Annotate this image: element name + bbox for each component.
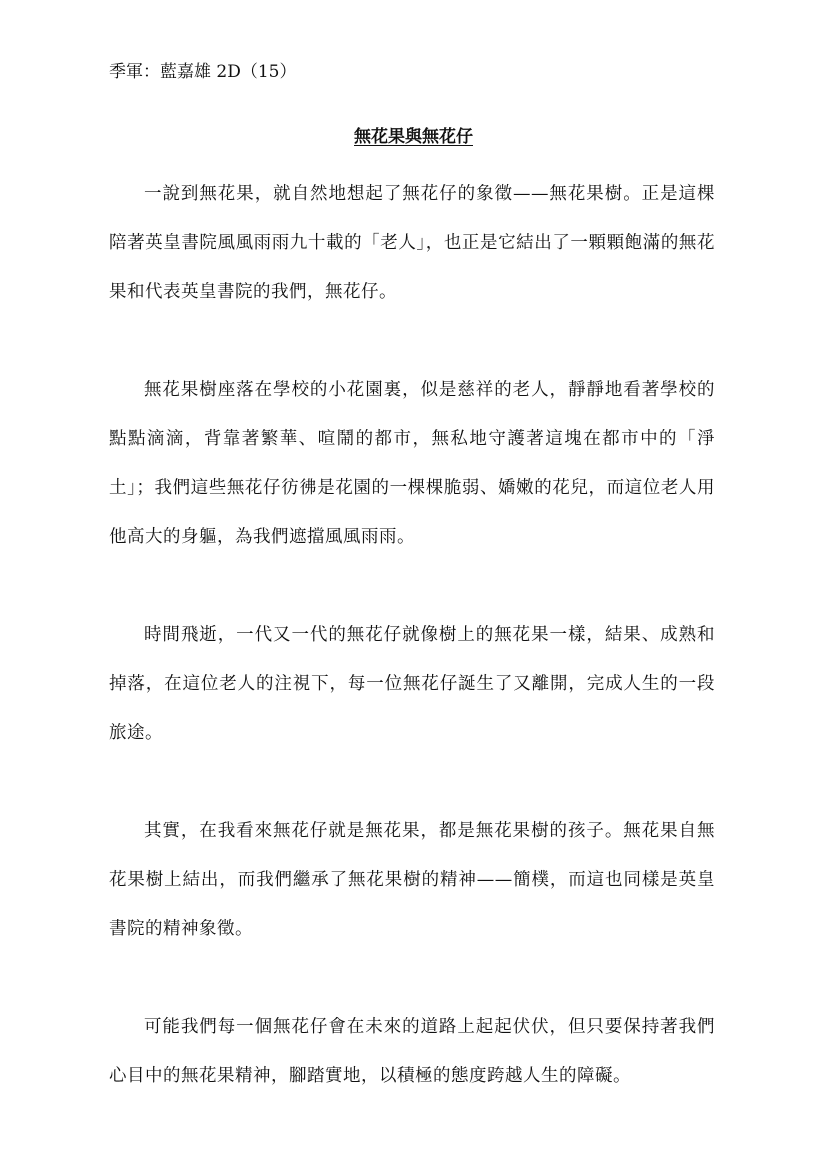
paragraph-3: 時間飛逝，一代又一代的無花仔就像樹上的無花果一樣，結果、成熟和掉落，在這位老人的注視下，每一位無花仔誕生了又離開，完成人生的一段旅途。 xyxy=(109,625,715,743)
paragraph-1: 一說到無花果，就自然地想起了無花仔的象徵——無花果樹。正是這棵陪著英皇書院風風雨雨九十載的「老人」，也正是它結出了一顆顆飽滿的無花果和代表英皇書院的我們，無花仔。 xyxy=(109,184,715,302)
essay-title: 無花果與無花仔 xyxy=(354,127,473,147)
paragraph-4: 其實，在我看來無花仔就是無花果，都是無花果樹的孩子。無花果自無花果樹上結出，而我們繼承了無花果樹的精神——簡樸，而這也同樣是英皇書院的精神象徵。 xyxy=(109,821,715,939)
paragraph-2: 無花果樹座落在學校的小花園裏，似是慈祥的老人，靜靜地看著學校的點點滴滴，背靠著繁華、喧鬧的都市，無私地守護著這塊在都市中的「淨土」；我們這些無花仔彷彿是花園的一棵棵脆弱、嬌嫩的花兒，而這位老人用他高大的身軀，為我們遮擋風風雨雨。 xyxy=(109,380,715,547)
essay-body xyxy=(109,170,715,1150)
author-line: 季軍：藍嘉雄 2D（15） xyxy=(109,62,297,82)
paragraph-5: 可能我們每一個無花仔會在未來的道路上起起伏伏，但只要保持著我們心目中的無花果精神，腳踏實地，以積極的態度跨越人生的障礙。 xyxy=(109,1017,715,1086)
